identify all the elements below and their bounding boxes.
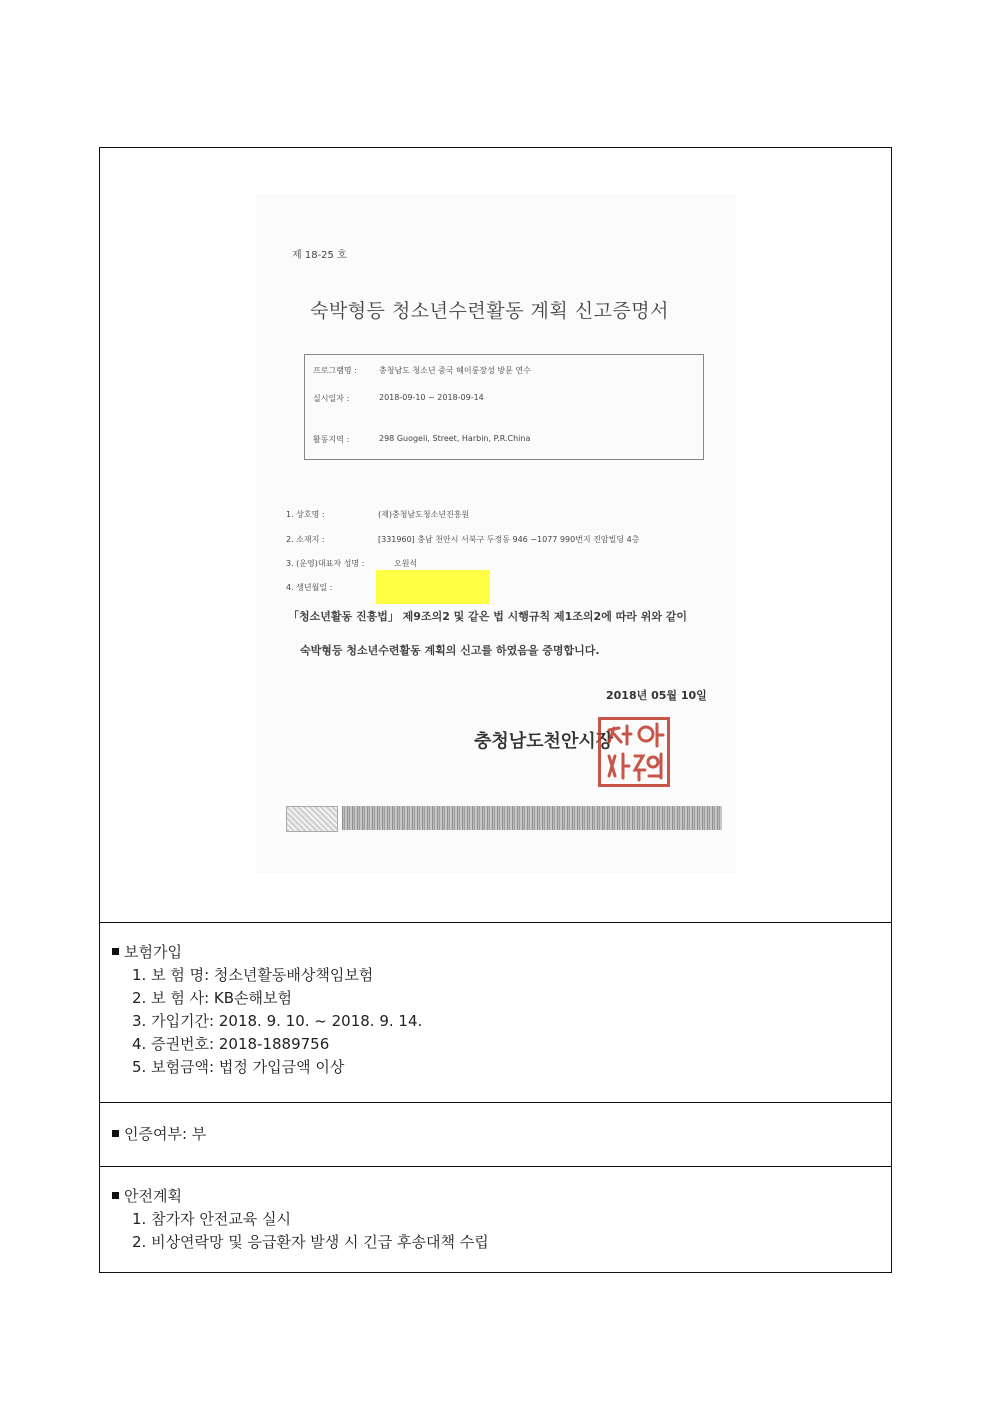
safety-heading: 안전계획 — [112, 1185, 891, 1208]
scan-noise-block-large — [342, 806, 722, 830]
field-name-label: 1. 상호명 : — [286, 510, 325, 519]
insurance-section — [100, 923, 891, 1079]
redaction-highlight — [376, 570, 490, 604]
safety-item: 1. 참가자 안전교육 실시 — [132, 1210, 292, 1228]
document-table — [99, 147, 892, 1273]
period-value: 2018-09-10 ~ 2018-09-14 — [379, 393, 484, 402]
seal-graphic — [601, 720, 667, 784]
period-label: 실시일자 : — [313, 394, 350, 403]
program-info-box — [304, 354, 704, 460]
field-birthdate-label: 4. 생년월일 : — [286, 583, 333, 592]
field-address-value: [331960] 충남 천안시 서북구 두정동 946 ~1077 990번지 진암빌딩 4층 — [378, 535, 640, 544]
field-representative-label: 3. (운영)대표자 성명 : — [286, 559, 365, 568]
insurance-item: 4. 증권번호: 2018-1889756 — [132, 1035, 330, 1053]
scan-noise-block-small — [286, 806, 338, 832]
doc-number: 제 18-25 호 — [292, 250, 347, 261]
certification-heading: 인증여부: 부 — [112, 1123, 891, 1146]
official-seal-icon — [598, 717, 670, 787]
certificate-scan — [256, 194, 736, 874]
bullet-square-icon — [112, 948, 119, 955]
program-value: 충청남도 청소년 중국 헤이룽장성 방문 연수 — [379, 366, 531, 375]
insurance-item: 5. 보험금액: 법정 가입금액 이상 — [132, 1058, 345, 1076]
insurance-cell — [100, 923, 891, 1103]
issuer-name: 충청남도천안시장 — [474, 731, 614, 752]
safety-item: 2. 비상연락망 및 응급환자 발생 시 긴급 후송대책 수립 — [132, 1233, 489, 1251]
safety-cell — [100, 1167, 891, 1274]
field-address-label: 2. 소재지 : — [286, 535, 325, 544]
field-name-value: (재)충청남도청소년진흥원 — [378, 510, 470, 519]
certificate-cell — [100, 148, 891, 923]
certification-cell — [100, 1103, 891, 1167]
insurance-item: 3. 가입기간: 2018. 9. 10. ~ 2018. 9. 14. — [132, 1012, 423, 1030]
bullet-square-icon — [112, 1130, 119, 1137]
insurance-heading: 보험가입 — [112, 941, 891, 964]
bullet-square-icon — [112, 1192, 119, 1199]
area-value: 298 Guogeli, Street, Harbin, P.R.China — [379, 434, 531, 443]
program-label: 프로그램명 : — [313, 366, 357, 375]
field-representative-value: 오원석 — [394, 559, 418, 568]
insurance-item: 2. 보 험 사: KB손해보험 — [132, 989, 292, 1007]
certification-section — [100, 1103, 891, 1146]
issue-date: 2018년 05월 10일 — [606, 689, 707, 702]
insurance-item: 1. 보 험 명: 청소년활동배상책임보험 — [132, 966, 374, 984]
certificate-title: 숙박형등 청소년수련활동 계획 신고증명서 — [310, 300, 669, 322]
area-label: 활동지역 : — [313, 435, 350, 444]
statement-line-2: 숙박형등 청소년수련활동 계획의 신고를 하였음을 증명합니다. — [300, 644, 600, 657]
statement-line-1: 「청소년활동 진흥법」 제9조의2 및 같은 법 시행규칙 제1조의2에 따라 위와 같이 — [288, 610, 688, 623]
safety-section — [100, 1167, 891, 1254]
